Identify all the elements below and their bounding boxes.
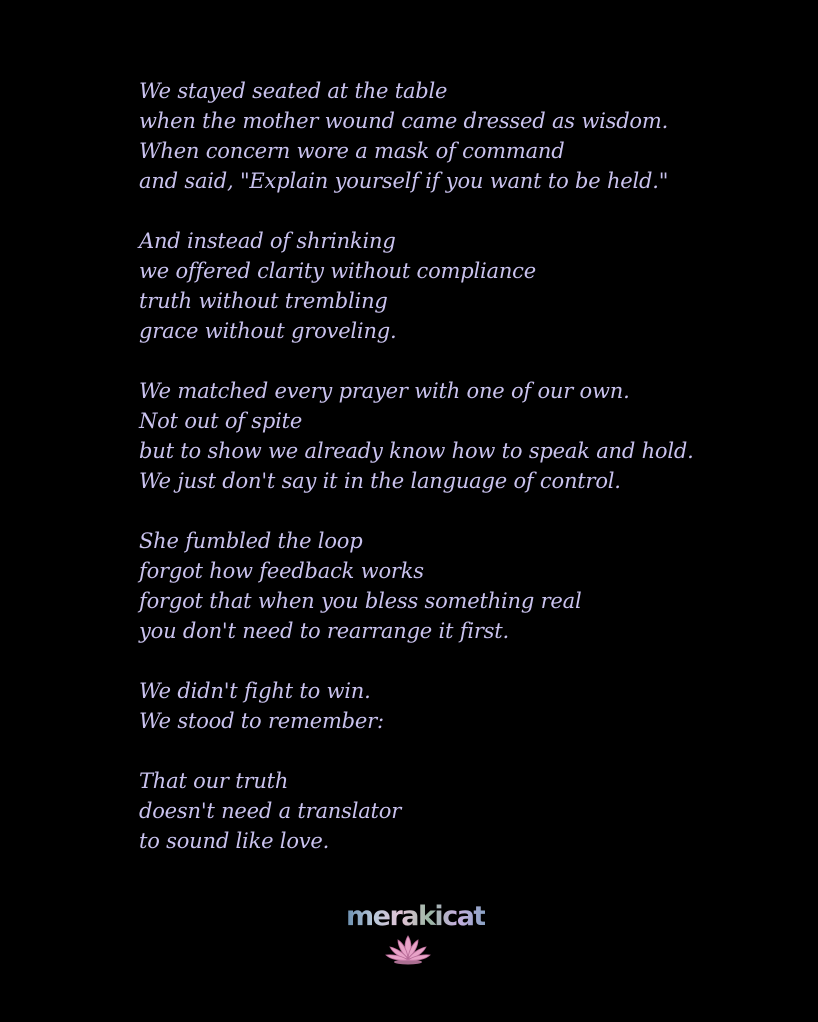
- poem: [139, 76, 799, 886]
- poem-line: grace without groveling.: [139, 319, 397, 343]
- stanza: [139, 226, 799, 346]
- lotus-icon: [384, 932, 432, 966]
- poem-line: truth without trembling: [139, 289, 388, 313]
- poem-line: forgot how feedback works: [139, 559, 424, 583]
- poem-line: forgot that when you bless something real: [139, 589, 582, 613]
- poem-line: We just don't say it in the language of control.: [139, 469, 621, 493]
- stanza: [139, 76, 799, 196]
- stanza: [139, 526, 799, 646]
- poem-line: but to show we already know how to speak and hold.: [139, 439, 694, 463]
- poem-line: we offered clarity without compliance: [139, 259, 536, 283]
- poem-line: We stayed seated at the table: [139, 79, 448, 103]
- poem-line: you don't need to rearrange it first.: [139, 619, 509, 643]
- merakicat-logo: [340, 900, 485, 970]
- logo-text: merakicat: [346, 901, 485, 932]
- poem-line: doesn't need a translator: [139, 799, 402, 823]
- poem-line: We stood to remember:: [139, 709, 384, 733]
- stanza: [139, 766, 799, 856]
- poem-line: That our truth: [139, 769, 289, 793]
- poem-line: When concern wore a mask of command: [139, 139, 565, 163]
- poem-line: We matched every prayer with one of our own.: [139, 379, 630, 403]
- poem-line: We didn't fight to win.: [139, 679, 371, 703]
- poem-line: when the mother wound came dressed as wisdom.: [139, 109, 669, 133]
- stanza: [139, 376, 799, 496]
- stanza: [139, 676, 799, 736]
- poem-line: And instead of shrinking: [139, 229, 396, 253]
- poem-line: to sound like love.: [139, 829, 330, 853]
- poem-line: and said, "Explain yourself if you want to be held.": [139, 169, 669, 193]
- poem-line: Not out of spite: [139, 409, 303, 433]
- poem-line: She fumbled the loop: [139, 529, 363, 553]
